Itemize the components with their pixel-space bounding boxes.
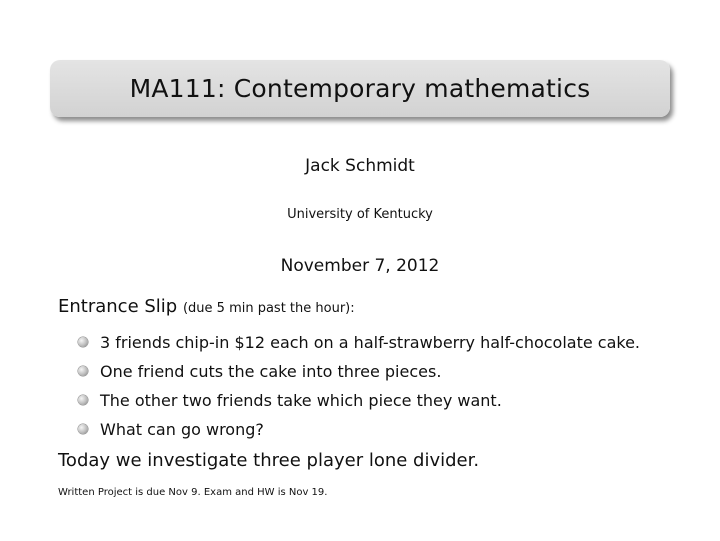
footer-note: Written Project is due Nov 9. Exam and HW is Nov 19. <box>58 487 328 498</box>
list-item <box>78 328 640 357</box>
entrance-slip-note: (due 5 min past the hour): <box>182 301 355 316</box>
author: Jack Schmidt <box>305 156 415 176</box>
entrance-slip-label: Entrance Slip <box>58 296 178 317</box>
bullet-icon <box>78 424 88 434</box>
title-banner <box>50 60 670 117</box>
today-topic: Today we investigate three player lone divider. <box>58 450 480 471</box>
list-item-text: The other two friends take which piece they want. <box>100 391 502 410</box>
slide-title: MA111: Contemporary mathematics <box>129 74 591 103</box>
entrance-slip-heading <box>58 296 355 317</box>
list-item-text: What can go wrong? <box>100 420 264 439</box>
bullet-icon <box>78 395 88 405</box>
bullet-icon <box>78 337 88 347</box>
list-item <box>78 386 640 415</box>
institute: University of Kentucky <box>287 207 433 222</box>
list-item <box>78 357 640 386</box>
list-item-text: One friend cuts the cake into three pieces. <box>100 362 442 381</box>
list-item-text: 3 friends chip-in $12 each on a half-strawberry half-chocolate cake. <box>100 333 641 352</box>
list-item <box>78 415 640 444</box>
entrance-slip-list <box>78 328 640 444</box>
bullet-icon <box>78 366 88 376</box>
date: November 7, 2012 <box>280 256 440 276</box>
